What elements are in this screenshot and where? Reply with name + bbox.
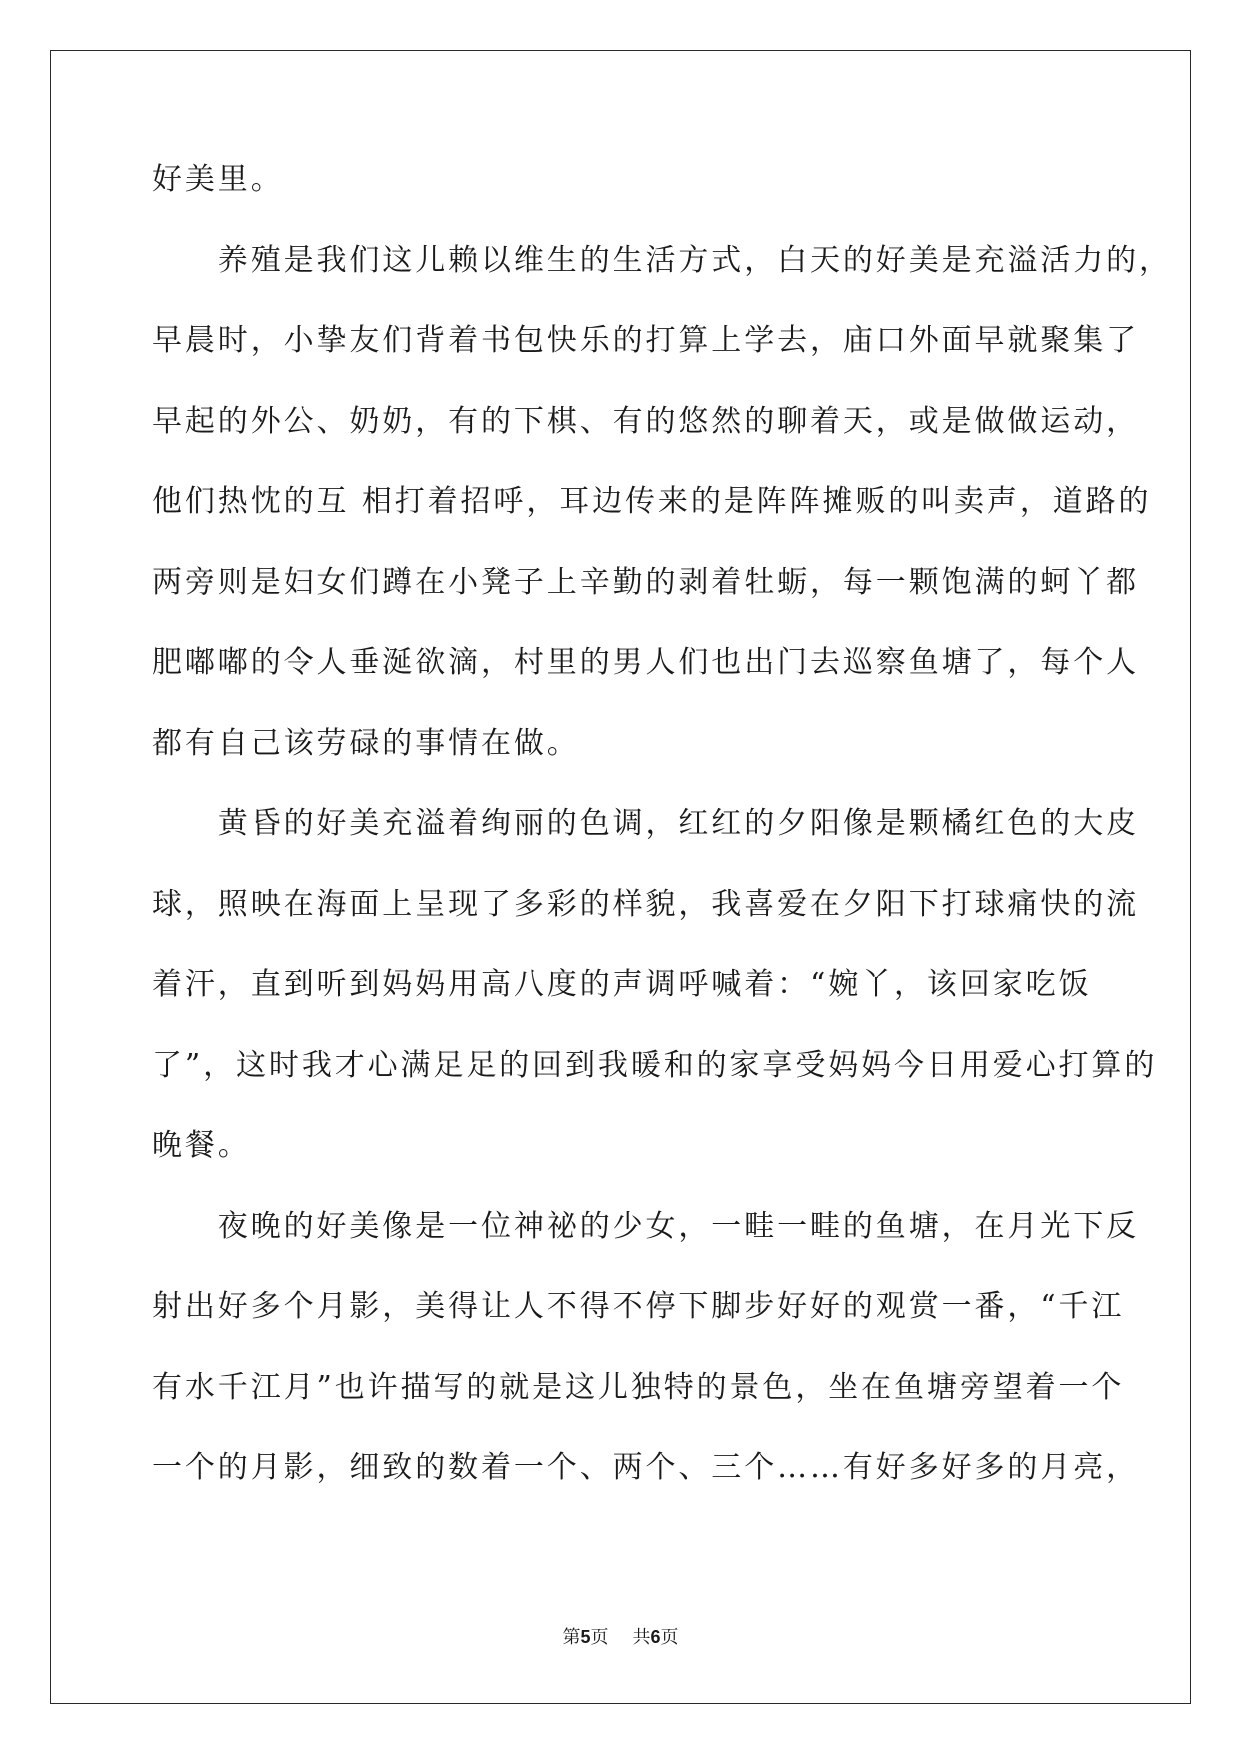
text-line: 都有自己该劳碌的事情在做。 bbox=[152, 725, 580, 761]
footer-total-suffix: 页 bbox=[660, 1627, 679, 1648]
text-line: 一个的月影，细致的数着一个、两个、三个……有好多好多的月亮， bbox=[152, 1450, 1139, 1485]
text-line: 球，照映在海面上呈现了多彩的样貌，我喜爱在夕阳下打球痛快的流 bbox=[152, 886, 1139, 922]
footer-page-suffix: 页 bbox=[590, 1627, 609, 1648]
text-line: 晚餐。 bbox=[152, 1128, 251, 1163]
text-line: 有水千江月”也许描写的就是这儿独特的景色，坐在鱼塘旁望着一个 bbox=[152, 1369, 1125, 1405]
document-body bbox=[152, 160, 1172, 1529]
total-pages: 6 bbox=[650, 1627, 661, 1647]
text-line: 肥嘟嘟的令人垂涎欲滴，村里的男人们也出门去巡察鱼塘了，每个人 bbox=[152, 645, 1139, 680]
text-line: 着汗，直到听到妈妈用高八度的声调呼喊着：“婉丫，该回家吃饭 bbox=[152, 967, 1092, 1002]
text-line: 两旁则是妇女们蹲在小凳子上辛勤的剥着牡蛎，每一颗饱满的蚵丫都 bbox=[152, 564, 1139, 600]
text-line: 养殖是我们这儿赖以维生的生活方式，白天的好美是充溢活力的， bbox=[152, 242, 1172, 278]
text-line: 早起的外公、奶奶，有的下棋、有的悠然的聊着天，或是做做运动， bbox=[152, 403, 1139, 439]
page-number: 5 bbox=[580, 1627, 591, 1647]
page-footer bbox=[0, 1626, 1241, 1649]
footer-prefix: 第 bbox=[562, 1627, 581, 1648]
text-line: 早晨时，小挚友们背着书包快乐的打算上学去，庙口外面早就聚集了 bbox=[152, 323, 1139, 358]
footer-total-prefix: 共 bbox=[632, 1627, 651, 1648]
text-line: 了”，这时我才心满足足的回到我暖和的家享受妈妈今日用爱心打算的 bbox=[152, 1047, 1158, 1083]
text-line: 好美里。 bbox=[152, 162, 284, 197]
text-line: 夜晚的好美像是一位神祕的少女，一畦一畦的鱼塘，在月光下反 bbox=[152, 1208, 1139, 1244]
text-line: 黄昏的好美充溢着绚丽的色调，红红的夕阳像是颗橘红色的大皮 bbox=[152, 806, 1139, 841]
text-line: 射出好多个月影，美得让人不得不停下脚步好好的观赏一番，“千江 bbox=[152, 1289, 1125, 1324]
text-line: 他们热忱的互 相打着招呼，耳边传来的是阵阵摊贩的叫卖声，道路的 bbox=[152, 484, 1152, 519]
